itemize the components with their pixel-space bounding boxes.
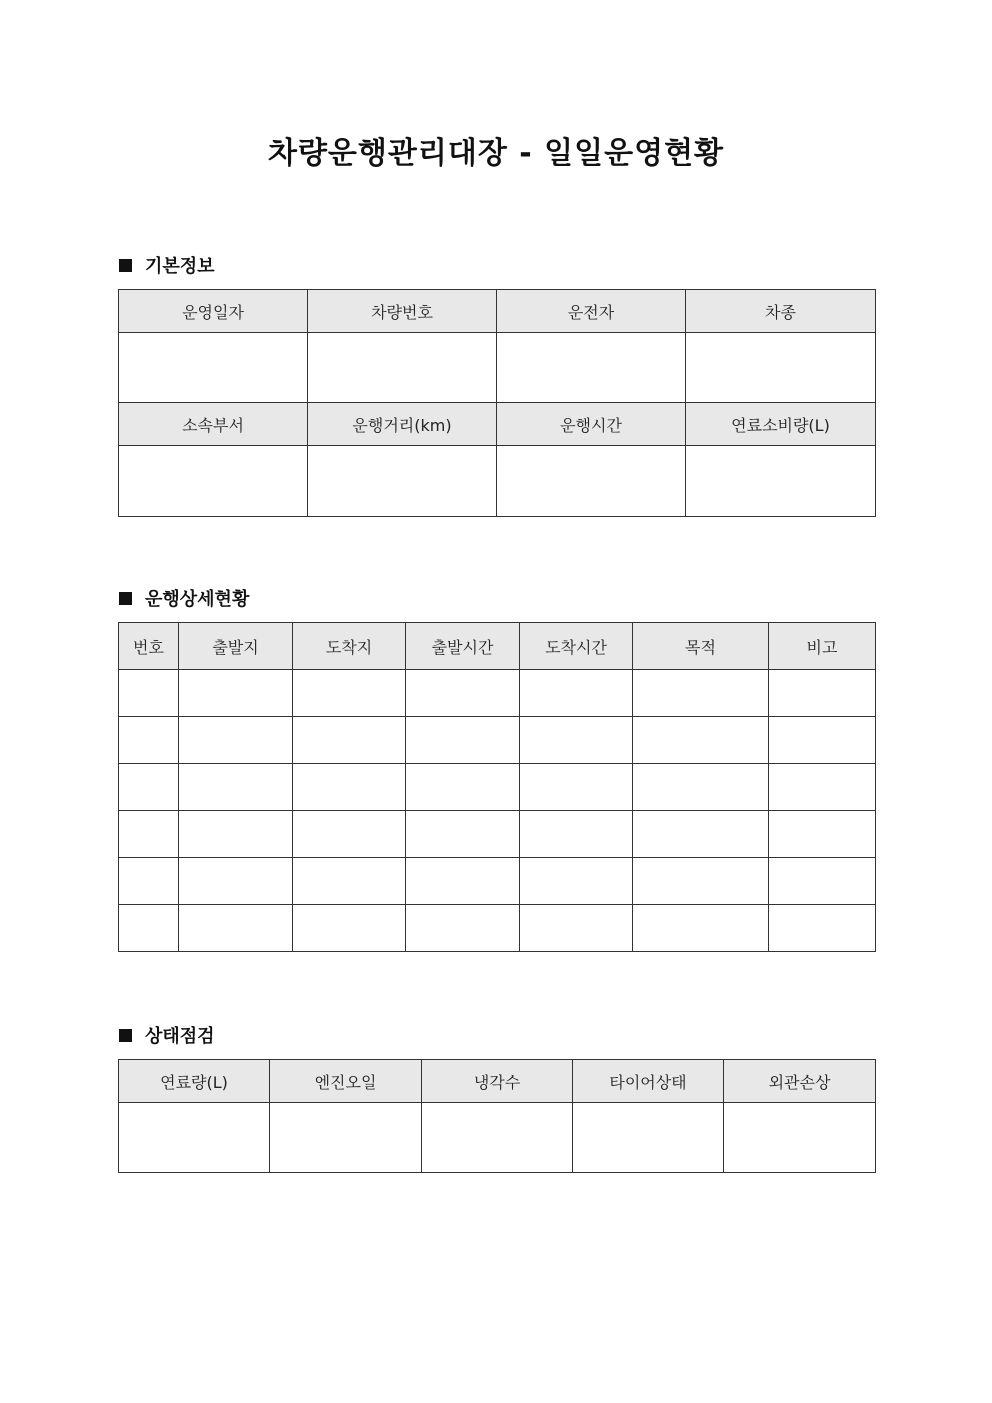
header-cell-remarks: 비고 (769, 623, 876, 670)
inspection-header-row (119, 1060, 876, 1103)
inspection-value-row (119, 1103, 876, 1173)
page-title: 차량운행관리대장 - 일일운영현황 (267, 136, 725, 171)
table-cell[interactable] (406, 905, 520, 952)
table-cell[interactable] (406, 717, 520, 764)
basic-info-table (118, 289, 876, 517)
input-cell-tire-condition[interactable] (573, 1103, 724, 1173)
header-cell-fuel-consumption: 연료소비량(L) (686, 403, 876, 446)
table-cell[interactable] (293, 764, 406, 811)
input-cell-department[interactable] (119, 446, 308, 517)
header-cell-number: 번호 (119, 623, 179, 670)
table-cell[interactable] (179, 764, 293, 811)
table-cell[interactable] (179, 905, 293, 952)
table-cell[interactable] (119, 905, 179, 952)
input-cell-distance[interactable] (308, 446, 497, 517)
section-inspection-heading (119, 1022, 215, 1048)
table-cell[interactable] (179, 858, 293, 905)
square-bullet-icon (119, 592, 132, 605)
header-cell-engine-oil: 엔진오일 (270, 1060, 422, 1103)
table-cell[interactable] (520, 811, 633, 858)
table-cell[interactable] (633, 764, 769, 811)
table-cell[interactable] (293, 717, 406, 764)
section-detail-label: 운행상세현황 (145, 589, 250, 610)
table-cell[interactable] (293, 811, 406, 858)
header-cell-arrival-time: 도착시간 (520, 623, 633, 670)
header-cell-fuel-level: 연료량(L) (119, 1060, 270, 1103)
table-cell[interactable] (293, 858, 406, 905)
table-cell[interactable] (633, 905, 769, 952)
header-cell-departure: 출발지 (179, 623, 293, 670)
table-cell[interactable] (406, 764, 520, 811)
header-cell-distance: 운행거리(km) (308, 403, 497, 446)
header-cell-vehicle-number: 차량번호 (308, 290, 497, 333)
table-cell[interactable] (179, 811, 293, 858)
table-row (119, 811, 876, 858)
header-cell-tire-condition: 타이어상태 (573, 1060, 724, 1103)
table-cell[interactable] (119, 858, 179, 905)
table-cell[interactable] (633, 670, 769, 717)
basic-info-header-row-2 (119, 403, 876, 446)
input-cell-fuel-level[interactable] (119, 1103, 270, 1173)
table-row (119, 764, 876, 811)
input-cell-vehicle-type[interactable] (686, 333, 876, 403)
input-cell-operation-date[interactable] (119, 333, 308, 403)
table-cell[interactable] (293, 905, 406, 952)
header-cell-vehicle-type: 차종 (686, 290, 876, 333)
inspection-table (118, 1059, 876, 1173)
input-cell-coolant[interactable] (422, 1103, 573, 1173)
section-detail-heading (119, 585, 249, 611)
table-cell[interactable] (633, 717, 769, 764)
table-cell[interactable] (520, 764, 633, 811)
table-cell[interactable] (769, 905, 876, 952)
header-cell-coolant: 냉각수 (422, 1060, 573, 1103)
table-cell[interactable] (520, 905, 633, 952)
section-inspection-label: 상태점검 (145, 1026, 215, 1047)
input-cell-engine-oil[interactable] (270, 1103, 422, 1173)
input-cell-driving-time[interactable] (497, 446, 686, 517)
table-cell[interactable] (293, 670, 406, 717)
square-bullet-icon (119, 259, 132, 272)
table-cell[interactable] (769, 811, 876, 858)
header-cell-driver: 운전자 (497, 290, 686, 333)
table-row (119, 858, 876, 905)
basic-info-header-row-1 (119, 290, 876, 333)
table-cell[interactable] (520, 858, 633, 905)
header-cell-driving-time: 운행시간 (497, 403, 686, 446)
table-cell[interactable] (119, 764, 179, 811)
table-cell[interactable] (633, 858, 769, 905)
table-cell[interactable] (406, 858, 520, 905)
table-cell[interactable] (769, 670, 876, 717)
table-cell[interactable] (179, 717, 293, 764)
header-cell-purpose: 목적 (633, 623, 769, 670)
square-bullet-icon (119, 1029, 132, 1042)
header-cell-exterior-damage: 외관손상 (724, 1060, 876, 1103)
table-cell[interactable] (633, 811, 769, 858)
table-cell[interactable] (179, 670, 293, 717)
input-cell-fuel-consumption[interactable] (686, 446, 876, 517)
table-row (119, 905, 876, 952)
table-cell[interactable] (769, 764, 876, 811)
table-cell[interactable] (406, 811, 520, 858)
basic-info-value-row-1 (119, 333, 876, 403)
table-cell[interactable] (119, 717, 179, 764)
table-cell[interactable] (119, 670, 179, 717)
table-cell[interactable] (769, 858, 876, 905)
header-cell-departure-time: 출발시간 (406, 623, 520, 670)
header-cell-department: 소속부서 (119, 403, 308, 446)
input-cell-vehicle-number[interactable] (308, 333, 497, 403)
table-row (119, 717, 876, 764)
input-cell-exterior-damage[interactable] (724, 1103, 876, 1173)
basic-info-value-row-2 (119, 446, 876, 517)
section-basic-info-heading (119, 252, 215, 278)
table-cell[interactable] (406, 670, 520, 717)
table-cell[interactable] (520, 717, 633, 764)
header-cell-arrival: 도착지 (293, 623, 406, 670)
table-cell[interactable] (119, 811, 179, 858)
input-cell-driver[interactable] (497, 333, 686, 403)
detail-table (118, 622, 876, 952)
section-basic-info-label: 기본정보 (145, 256, 215, 277)
detail-header-row (119, 623, 876, 670)
table-row (119, 670, 876, 717)
table-cell[interactable] (520, 670, 633, 717)
table-cell[interactable] (769, 717, 876, 764)
header-cell-operation-date: 운영일자 (119, 290, 308, 333)
